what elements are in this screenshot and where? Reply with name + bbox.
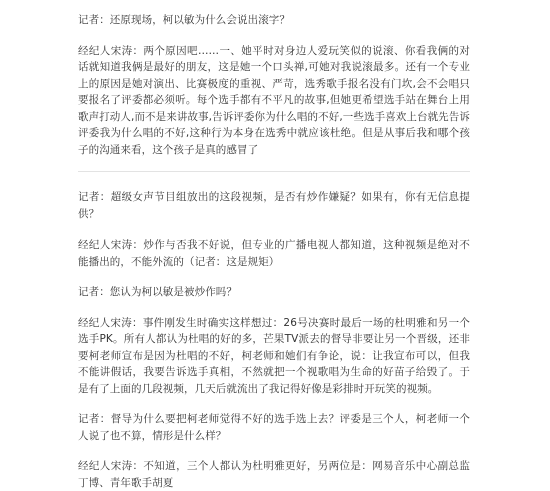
interview-article	[78, 12, 470, 491]
reporter-question-1: 记者：还原现场，柯以敏为什么会说出滚字？	[78, 14, 290, 26]
section-divider	[78, 171, 470, 172]
agent-answer-1: 经纪人宋涛：两个原因吧……一、她平时对身边人爱玩笑似的说滚、你看我俩的对话就知道我俩是最好的朋友，这是她一个口头禅,可她对我说滚最多。还有一个专业上的原因是她对演出、比赛极度的重视、严苛，选秀歌手报名没有门坎,会不会唱只要报名了评委都必须听。每个选手都有不平凡的故事,但她更希望选手站在舞台上用歌声打动人,而不是来讲故事,告诉评委你为什么唱的不好,一些选手喜欢上台就先告诉评委我为什么唱的不好,这种行为本身在选秀中就应该杜绝。但是从事后我和哪个孩子的沟通来看，这个孩子是真的感冒了	[78, 44, 470, 156]
reporter-question-4: 记者：督导为什么要把柯老师觉得不好的选手选上去？评委是三个人，柯老师一个人说了也不算，情形是什么样？	[78, 413, 470, 442]
reporter-question-3: 记者：您认为柯以敏是被炒作吗？	[78, 286, 237, 298]
agent-answer-2: 经纪人宋涛：炒作与否我不好说，但专业的广播电视人都知道，这种视频是绝对不能播出的，不能外流的（记者：这是规矩）	[78, 239, 470, 268]
agent-answer-3: 经纪人宋涛：事件刚发生时确实这样想过：26号决赛时最后一场的杜明雅和另一个选手PK。所有人都认为杜唱的好的多，芒果TV派去的督导非要让另一个晋级，还非要柯老师宣布是因为杜唱的不好，柯老师和她们有争论，说：让我宣布可以，但我不能讲假话，我要告诉选手真相，不然就把一个视歌唱为生命的好苗子给毁了。于是有了上面的几段视频，几天后就流出了我记得好像是彩排时开玩笑的视频。	[78, 316, 470, 395]
reporter-question-2: 记者：超级女声节目组放出的这段视频，是否有炒作嫌疑？如果有，你有无信息提供？	[78, 191, 470, 220]
agent-answer-4: 经纪人宋涛：不知道，三个人都认为杜明雅更好，另两位是：网易音乐中心副总监丁博、青年歌手胡夏	[78, 460, 470, 489]
